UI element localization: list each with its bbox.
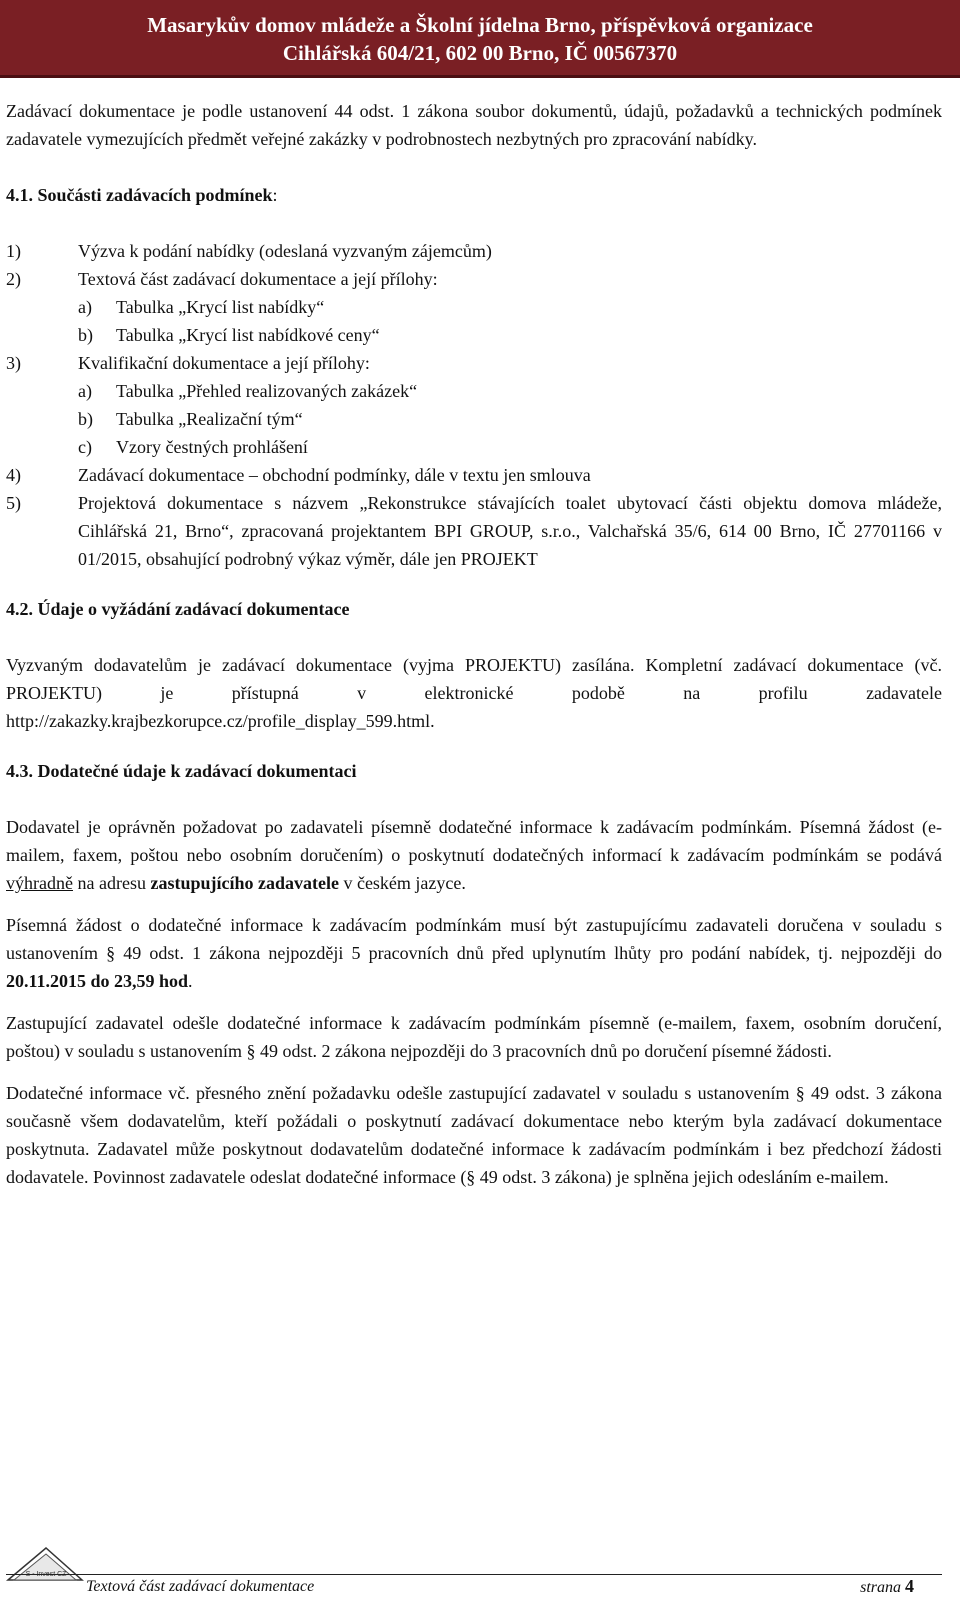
header-rule (0, 75, 960, 78)
sub-list-item: c) Vzory čestných prohlášení (78, 437, 308, 457)
section-4-2-paragraph: Vyzvaným dodavatelům je zadávací dokumentace (vyjma PROJEKTU) zasílána. Kompletní zadávací dokumentace (vč. PROJEKTU) je přístupná v elektronické podobě na profilu zadavatele http://zakazky.krajbezkorupce.cz/profile_display_599.html. (6, 655, 942, 731)
list-item: 3) Kvalifikační dokumentace a její přílohy: (6, 353, 370, 373)
document-header (0, 0, 960, 78)
sub-list-item: b) Tabulka „Realizační tým“ (78, 409, 303, 429)
section-title: Součásti zadávacích podmínek (37, 185, 273, 205)
section-number: 4.1. (6, 185, 33, 205)
list-item: 5) Projektová dokumentace s názvem „Rekonstrukce stávajících toalet ubytovací části objektu domova mládeže, Cihlářská 21, Brno“, zpracovaná projektantem BPI GROUP, s.r.o., Valchařská 35/6, 614 00 Brno, IČ 27701166 v 01/2015, obsahující podrobný výkaz výměr, dále jen PROJEKT (6, 493, 942, 569)
footer-rule (6, 1574, 942, 1575)
sub-list-item: a) Tabulka „Krycí list nabídky“ (78, 297, 325, 317)
section-4-3-paragraph-2: Písemná žádost o dodatečné informace k zadávacím podmínkám musí být zastupujícímu zadavateli doručena v souladu s ustanovením § 49 odst. 1 zákona nejpozději 5 pracovních dnů před uplynutím lhůty pro podání nabídek, tj. nejpozději do 20.11.2015 do 23,59 hod. (6, 915, 942, 991)
company-logo (6, 1546, 84, 1582)
section-4-3-heading: 4.3. Dodatečné údaje k zadávací dokumentaci (6, 761, 357, 781)
footer-document-title: Textová část zadávací dokumentace (86, 1578, 315, 1595)
footer-page-number: strana 4 (860, 1576, 914, 1596)
section-4-2-heading: 4.2. Údaje o vyžádání zadávací dokumentace (6, 599, 350, 619)
section-4-3-paragraph-1: Dodavatel je oprávněn požadovat po zadavateli písemně dodatečné informace k zadávacím podmínkám. Písemná žádost (e-mailem, faxem, poštou nebo osobním doručením) o poskytnutí dodatečných informací k zadávacím podmínkám se podává výhradně na adresu zastupujícího zadavatele v českém jazyce. (6, 817, 942, 893)
section-4-1-heading: 4.1. Součásti zadávacích podmínek: (6, 185, 278, 205)
section-4-3-paragraph-4: Dodatečné informace vč. přesného znění požadavku odešle zastupující zadavatel v souladu s ustanovením § 49 odst. 3 zákona současně všem dodavatelům, kteří požádali o poskytnutí zadávací dokumentace nebo kterým byla zadávací dokumentace poskytnuta. Zadavatel může poskytnout dodavatelům dodatečné informace k zadávacím podmínkám i bez předchozí žádosti dodavatele. Povinnost zadavatele odeslat dodatečné informace (§ 49 odst. 3 zákona) je splněna jejich odesláním e-mailem. (6, 1083, 942, 1187)
intro-paragraph: Zadávací dokumentace je podle ustanovení 44 odst. 1 zákona soubor dokumentů, údajů, požadavků a technických podmínek zadavatele vymezujících předmět veřejné zakázky v podrobnostech nezbytných pro zpracování nabídky. (6, 101, 942, 149)
components-list (6, 237, 942, 573)
sub-list-item: a) Tabulka „Přehled realizovaných zakázek“ (78, 381, 418, 401)
header-organization: Masarykův domov mládeže a Školní jídelna Brno, příspěvková organizace (147, 13, 813, 37)
sub-list-item: b) Tabulka „Krycí list nabídkové ceny“ (78, 325, 380, 345)
document-body (6, 97, 942, 1191)
header-address: Cihlářská 604/21, 602 00 Brno, IČ 00567370 (282, 41, 678, 65)
section-4-3-paragraph-3: Zastupující zadavatel odešle dodatečné informace k zadávacím podmínkám písemně (e-mailem, faxem, osobním doručení, poštou) v souladu s ustanovením § 49 odst. 2 zákona nejpozději do 3 pracovních dnů po doručení písemné žádosti. (6, 1013, 942, 1061)
list-item: 1) Výzva k podání nabídky (odeslaná vyzvaným zájemcům) (6, 241, 492, 261)
list-item: 2) Textová část zadávací dokumentace a její přílohy: (6, 269, 438, 289)
list-item: 4) Zadávací dokumentace – obchodní podmínky, dále v textu jen smlouva (6, 465, 591, 485)
